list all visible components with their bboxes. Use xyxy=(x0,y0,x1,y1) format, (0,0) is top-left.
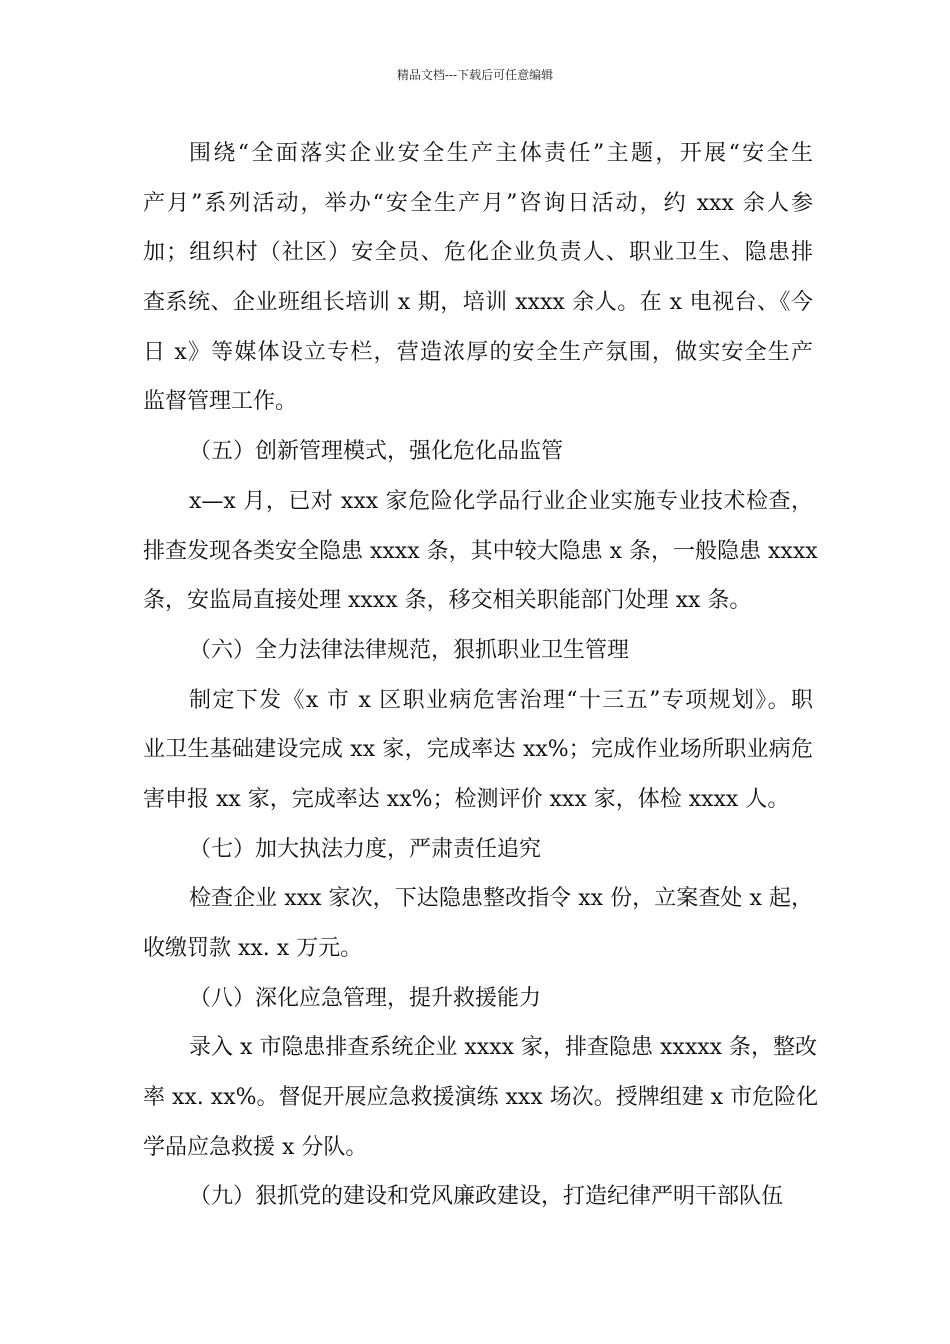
page-header: 精品文档---下载后可任意编辑 xyxy=(396,68,554,82)
paragraph-line: 加；组织村（社区）安全员、危化企业负责人、职业卫生、隐患排 xyxy=(143,240,813,266)
paragraph-line: 日 x》等媒体设立专栏，营造浓厚的安全生产氛围，做实安全生产 xyxy=(143,339,813,365)
section-heading: （五）创新管理模式，强化危化品监管 xyxy=(189,439,564,465)
paragraph-line: 收缴罚款 xx. x 万元。 xyxy=(143,936,363,961)
paragraph-line: 业卫生基础建设完成 xx 家，完成率达 xx%；完成作业场所职业病危 xyxy=(143,737,813,763)
section-heading: （九）狠抓党的建设和党风廉政建设，打造纪律严明干部队伍 xyxy=(189,1184,784,1210)
paragraph-line: 监督管理工作。 xyxy=(143,389,298,415)
section-heading: （八）深化应急管理，提升救援能力 xyxy=(189,985,542,1011)
paragraph-line: 围绕“全面落实企业安全生产主体责任”主题，开展“安全生 xyxy=(189,141,813,166)
paragraph-line: 学品应急救援 x 分队。 xyxy=(143,1134,368,1160)
paragraph-line: 产月”系列活动，举办“安全生产月”咨询日活动，约 xxx 余人参 xyxy=(143,190,813,216)
section-heading: （六）全力法律法律规范，狠抓职业卫生管理 xyxy=(189,637,630,663)
section-heading: （七）加大执法力度，严肃责任追究 xyxy=(189,836,542,862)
paragraph-line: 条，安监局直接处理 xxxx 条，移交相关职能部门处理 xx 条。 xyxy=(143,588,752,614)
paragraph-line: 害申报 xx 家，完成率达 xx%；检测评价 xxx 家，体检 xxxx 人。 xyxy=(143,786,790,812)
paragraph-line: 制定下发《x 市 x 区职业病危害治理“十三五”专项规划》。职 xyxy=(189,687,813,713)
paragraph-line: 率 xx. xx%。督促开展应急救援演练 xxx 场次。授牌组建 x 市危险化 xyxy=(143,1085,819,1111)
paragraph-line: 检查企业 xxx 家次，下达隐患整改指令 xx 份，立案查处 x 起， xyxy=(189,886,813,912)
paragraph-line: 查系统、企业班组长培训 x 期，培训 xxxx 余人。在 x 电视台、《今 xyxy=(143,290,813,316)
document-body xyxy=(143,129,819,1222)
paragraph-line: 录入 x 市隐患排查系统企业 xxxx 家，排查隐患 xxxxx 条，整改 xyxy=(189,1035,818,1061)
paragraph-line: x—x 月，已对 xxx 家危险化学品行业企业实施专业技术检查， xyxy=(189,488,813,514)
paragraph-line: 排查发现各类安全隐患 xxxx 条，其中较大隐患 x 条，一般隐患 xxxx xyxy=(143,538,818,564)
